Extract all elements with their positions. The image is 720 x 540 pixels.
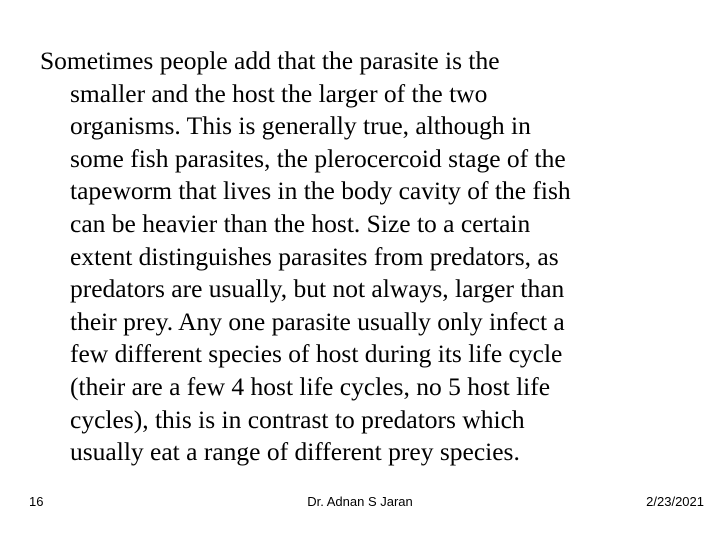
text-line: usually eat a range of different prey species. xyxy=(70,437,520,467)
text-line: cycles), this is in contrast to predators which xyxy=(70,404,525,434)
slide-number: 16 xyxy=(29,494,44,509)
text-line: predators are usually, but not always, larger than xyxy=(70,274,565,304)
text-line: some fish parasites, the plerocercoid stage of the xyxy=(70,143,566,173)
text-line: smaller and the host the larger of the two xyxy=(70,78,488,108)
footer-author: Dr. Adnan S Jaran xyxy=(307,494,413,509)
text-line: tapeworm that lives in the body cavity of the fish xyxy=(70,176,571,206)
footer-date: 2/23/2021 xyxy=(646,494,704,509)
text-line: extent distinguishes parasites from predators, as xyxy=(70,241,559,271)
text-line: Sometimes people add that the parasite is the xyxy=(40,46,500,75)
text-line: can be heavier than the host. Size to a certain xyxy=(70,208,531,238)
text-line: few different species of host during its life cycle xyxy=(70,339,563,369)
text-line: their prey. Any one parasite usually only infect a xyxy=(70,306,565,336)
text-line: organisms. This is generally true, although in xyxy=(70,111,531,141)
text-line: (their are a few 4 host life cycles, no 5 host life xyxy=(70,371,551,401)
body-text xyxy=(40,45,710,469)
